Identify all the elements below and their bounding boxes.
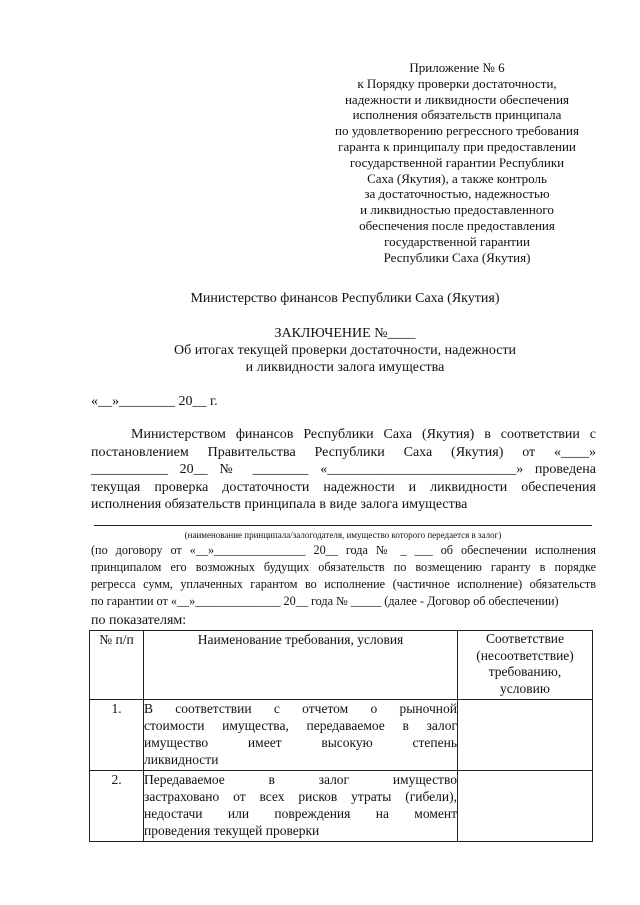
- requirements-table: [89, 630, 593, 842]
- appendix-line: Саха (Якутия), а также контроль: [367, 170, 547, 186]
- title-heading: ЗАКЛЮЧЕНИЕ №____: [274, 326, 416, 341]
- row-line: застраховано от всех рисков утраты (гибели),: [144, 789, 457, 804]
- header-name: Наименование требования, условия: [144, 631, 458, 700]
- table-header-row: [90, 631, 593, 700]
- row-num: 1.: [90, 700, 144, 771]
- row-line: Передаваемое в залог имущество: [144, 772, 457, 787]
- row-description: [144, 771, 458, 842]
- date-line: «__»________ 20__ г.: [91, 394, 218, 409]
- table-row: [90, 771, 593, 842]
- header-status-line: Соответствие: [485, 631, 565, 646]
- intro-line: исполнения обязательств принципала в виде залога имущества: [91, 497, 468, 512]
- row-num: 2.: [90, 771, 144, 842]
- header-status: [458, 631, 593, 700]
- row-description: [144, 700, 458, 771]
- appendix-line: к Порядку проверки достаточности,: [357, 75, 557, 91]
- header-num: № п/п: [90, 631, 144, 700]
- appendix-line: и ликвидностью предоставленного: [360, 202, 554, 218]
- fill-in-caption: (наименование принципала/залогодателя, имущество которого передается в залог): [184, 530, 502, 540]
- intro-line: постановлением Правительства Республики Саха (Якутия) от «____»: [91, 444, 596, 460]
- intro-line: текущая проверка достаточности надежности и ликвидности обеспечения: [91, 479, 596, 495]
- header-status-line: (несоответствие): [476, 647, 574, 663]
- indicators-label: по показателям:: [91, 613, 187, 628]
- table-row: [90, 700, 593, 771]
- row-line: проведения текущей проверки: [144, 823, 320, 838]
- row-line: ликвидности: [144, 752, 219, 767]
- intro-line: Министерством финансов Республики Саха (Якутия) в соответствии с: [131, 427, 596, 442]
- document-title: [0, 325, 640, 376]
- ministry-name: Министерство финансов Республики Саха (Якутия): [190, 291, 500, 306]
- appendix-line: по удовлетворению регрессного требования: [335, 123, 579, 139]
- appendix-line: гаранта к принципалу при предоставлении: [338, 138, 576, 154]
- agreement-line: регресса сумм, уплаченных гарантом во исполнение (частичное исполнение) обязательств: [91, 577, 596, 591]
- appendix-line: за достаточностью, надежностью: [364, 186, 550, 202]
- row-status-cell: [458, 771, 593, 842]
- agreement-line: принципалом его возможных будущих обязательств по возмещению гаранту в порядке: [91, 560, 596, 574]
- header-status-line: требованию,: [488, 664, 562, 679]
- row-status-cell: [458, 700, 593, 771]
- agreement-line: (по договору от «__»_______________ 20__ года № _ ___ об обеспечении исполнения: [91, 543, 596, 557]
- appendix-line: надежности и ликвидности обеспечения: [344, 91, 570, 107]
- title-line: Об итогах текущей проверки достаточности, надежности: [173, 343, 517, 358]
- row-line: стоимости имущества, передаваемое в залог: [144, 718, 457, 733]
- row-line: имущество имеет высокую степень: [144, 735, 457, 750]
- appendix-line: государственной гарантии Республики: [349, 154, 565, 170]
- row-line: В соответствии с отчетом о рыночной: [144, 701, 457, 716]
- fill-in-line: [94, 525, 592, 526]
- intro-paragraph: [91, 426, 596, 514]
- intro-line: ___________ 20__ № ________ «___________________________» проведена: [91, 462, 596, 477]
- row-line: недостачи или повреждения на момент: [144, 806, 457, 821]
- appendix-line: обеспечения после предоставления: [359, 217, 555, 233]
- agreement-line: по гарантии от «__»______________ 20__ года № _____ (далее - Договор об обеспечении): [91, 594, 559, 608]
- appendix-line: государственной гарантии: [384, 233, 530, 249]
- appendix-line: Приложение № 6: [409, 60, 505, 75]
- header-status-line: условию: [500, 680, 550, 696]
- agreement-paragraph: [91, 542, 596, 610]
- appendix-line: Республики Саха (Якутия): [383, 249, 531, 265]
- appendix-line: исполнения обязательств принципала: [352, 107, 562, 123]
- title-line: и ликвидности залога имущества: [245, 360, 445, 375]
- appendix-header: [322, 60, 592, 265]
